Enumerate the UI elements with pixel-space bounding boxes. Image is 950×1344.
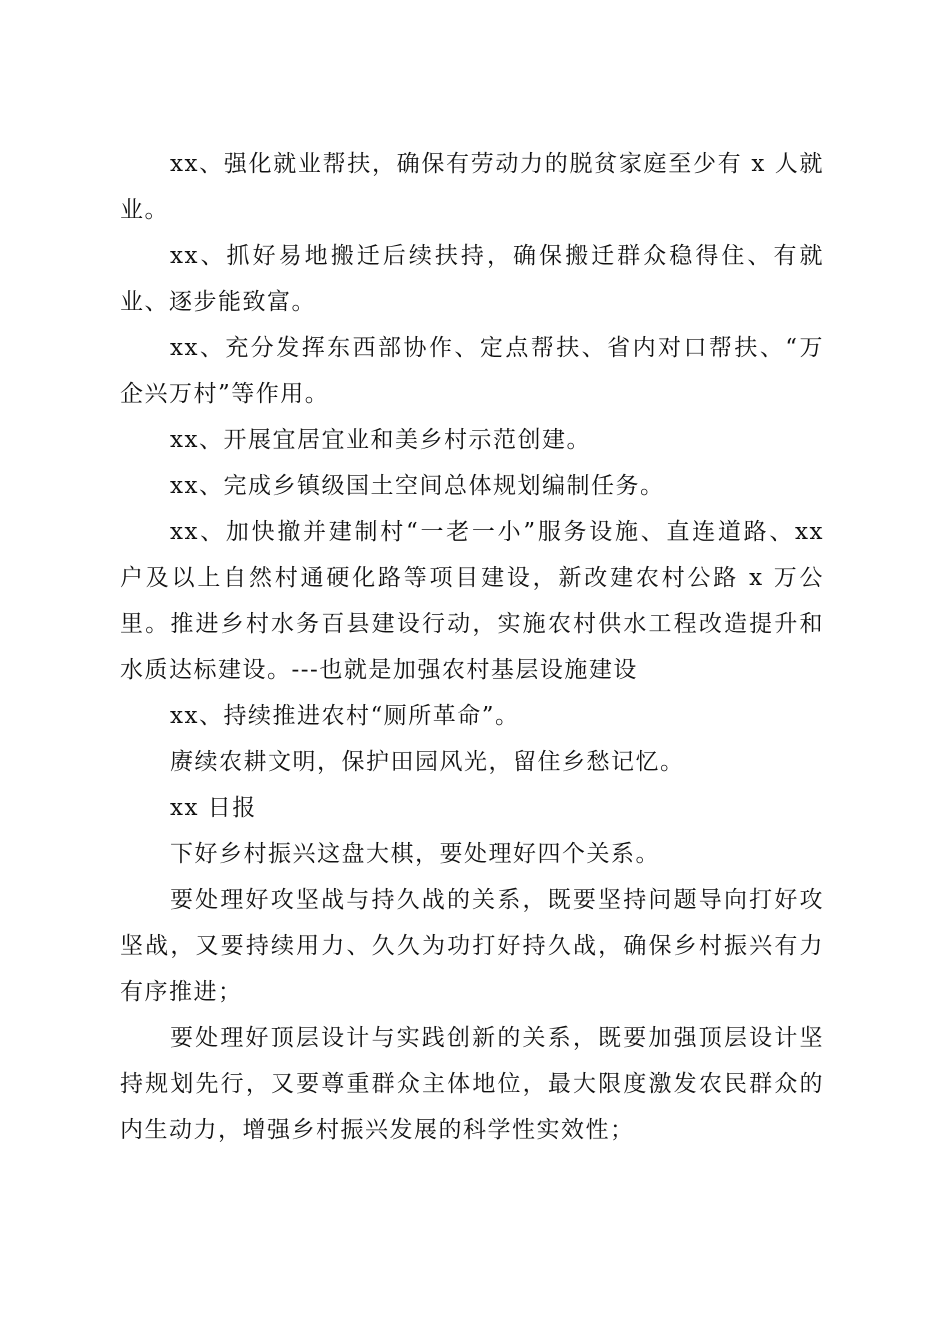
paragraph-infrastructure: xx、加快撤并建制村“一老一小”服务设施、直连道路、xx 户及以上自然村通硬化路等项目建设，新改建农村公路 x 万公里。推进乡村水务百县建设行动，实施农村供水工程改造提升和水质达标建设。---也就是加强农村基层设施建设 xyxy=(120,519,824,683)
paragraph-demonstration: xx、开展宜居宜业和美乡村示范创建。 xyxy=(170,427,591,453)
paragraph-relocation: xx、抓好易地搬迁后续扶持，确保搬迁群众稳得住、有就业、逐步能致富。 xyxy=(120,243,824,315)
paragraph-toilet-revolution: xx、持续推进农村“厕所革命”。 xyxy=(170,703,520,729)
paragraph-four-relations: 下好乡村振兴这盘大棋，要处理好四个关系。 xyxy=(170,841,660,867)
paragraph-planning: xx、完成乡镇级国土空间总体规划编制任务。 xyxy=(170,473,665,499)
paragraph-farming-civilization: 赓续农耕文明，保护田园风光，留住乡愁记忆。 xyxy=(170,749,685,775)
paragraph-source: xx 日报 xyxy=(170,795,257,821)
document-body xyxy=(120,141,824,1153)
paragraph-cooperation: xx、充分发挥东西部协作、定点帮扶、省内对口帮扶、“万企兴万村”等作用。 xyxy=(120,335,824,407)
paragraph-employment: xx、强化就业帮扶，确保有劳动力的脱贫家庭至少有 x 人就业。 xyxy=(120,151,824,223)
paragraph-relation-one: 要处理好攻坚战与持久战的关系，既要坚持问题导向打好攻坚战，又要持续用力、久久为功打好持久战，确保乡村振兴有力有序推进； xyxy=(120,887,824,1005)
paragraph-relation-two: 要处理好顶层设计与实践创新的关系，既要加强顶层设计坚持规划先行，又要尊重群众主体地位，最大限度激发农民群众的内生动力，增强乡村振兴发展的科学性实效性； xyxy=(120,1025,824,1143)
